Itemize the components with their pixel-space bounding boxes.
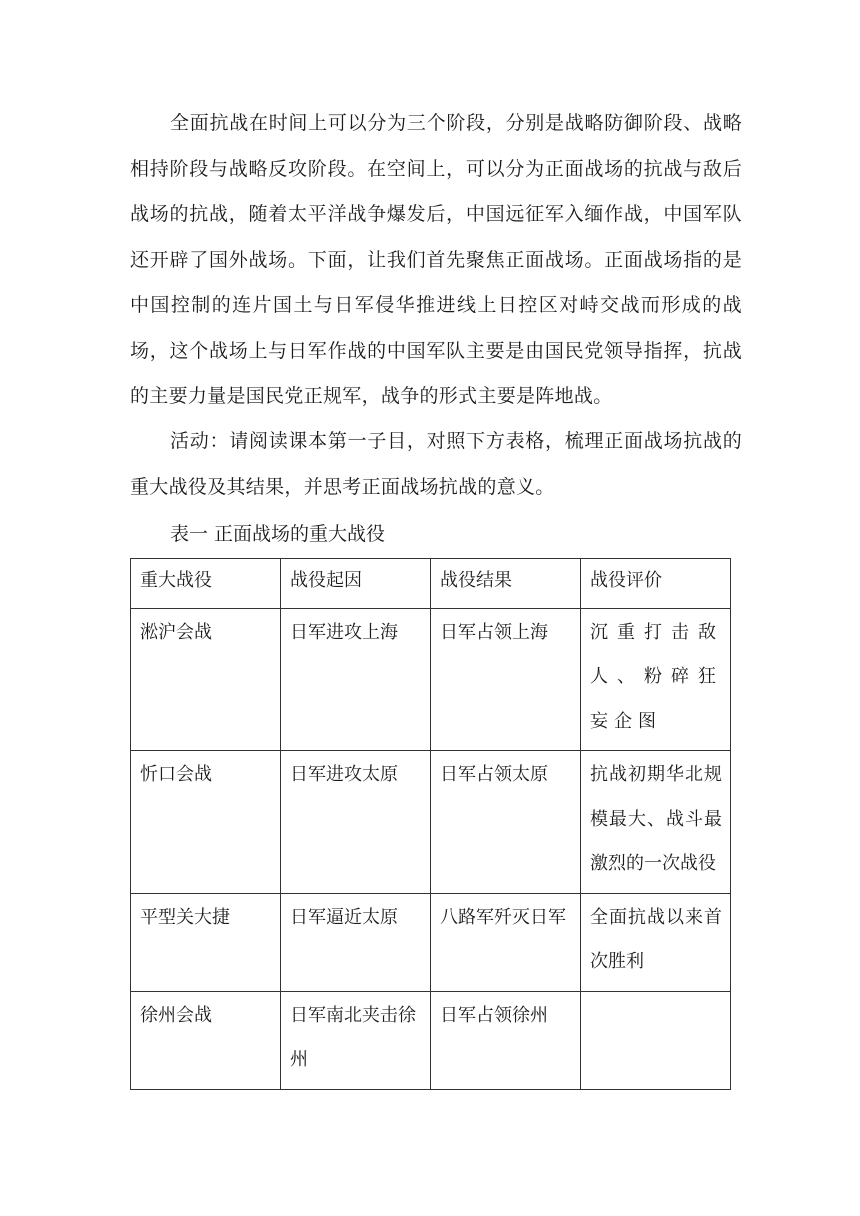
cell-evaluation: 全面抗战以来首次胜利	[581, 893, 731, 991]
header-result: 战役结果	[431, 559, 581, 609]
table-row	[131, 893, 731, 991]
header-cause: 战役起因	[281, 559, 431, 609]
cell-result: 日军占领徐州	[431, 991, 581, 1089]
cell-evaluation: 抗战初期华北规模最大、战斗最激烈的一次战役	[581, 751, 731, 894]
cell-evaluation: 沉重打击敌人、粉碎狂妄企图	[581, 608, 731, 751]
table-header-row	[131, 559, 731, 609]
cell-cause: 日军进攻上海	[281, 608, 431, 751]
cell-battle: 平型关大捷	[131, 893, 281, 991]
cell-cause: 日军进攻太原	[281, 751, 431, 894]
cell-evaluation	[581, 991, 731, 1089]
activity-paragraph: 活动：请阅读课本第一子目，对照下方表格，梳理正面战场抗战的重大战役及其结果，并思考正面战场抗战的意义。	[130, 430, 742, 498]
cell-cause: 日军逼近太原	[281, 893, 431, 991]
cell-battle: 淞沪会战	[131, 608, 281, 751]
cell-battle: 徐州会战	[131, 991, 281, 1089]
table-row	[131, 751, 731, 894]
table-row	[131, 991, 731, 1089]
intro-paragraph: 全面抗战在时间上可以分为三个阶段，分别是战略防御阶段、战略相持阶段与战略反攻阶段。在空间上，可以分为正面战场的抗战与敌后战场的抗战，随着太平洋战争爆发后，中国远征军入缅作战，中国军队还开辟了国外战场。下面，让我们首先聚焦正面战场。正面战场指的是中国控制的连片国土与日军侵华推进线上日控区对峙交战而形成的战场，这个战场上与日军作战的中国军队主要是由国民党领导指挥，抗战的主要力量是国民党正规军，战争的形式主要是阵地战。	[130, 112, 742, 407]
header-battle: 重大战役	[131, 559, 281, 609]
cell-result: 日军占领太原	[431, 751, 581, 894]
cell-result: 日军占领上海	[431, 608, 581, 751]
battles-table	[130, 558, 731, 1090]
table-row	[131, 608, 731, 751]
cell-cause: 日军南北夹击徐州	[281, 991, 431, 1089]
header-evaluation: 战役评价	[581, 559, 731, 609]
table-caption: 表一 正面战场的重大战役	[170, 523, 386, 545]
cell-battle: 忻口会战	[131, 751, 281, 894]
cell-result: 八路军歼灭日军	[431, 893, 581, 991]
